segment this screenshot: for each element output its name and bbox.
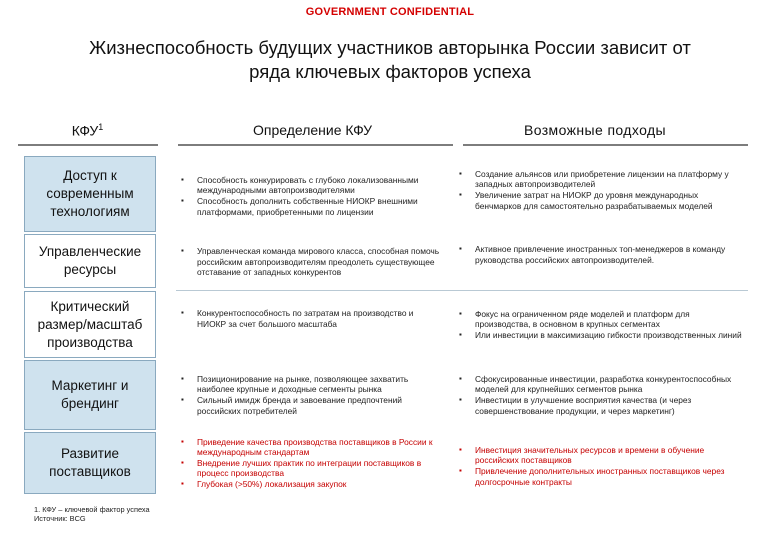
definition-3-item-1: ▪ Конкурентоспособность по затратам на производство и НИОКР за счет большого масштаба: [180, 308, 440, 329]
title-line-2: ряда ключевых факторов успеха: [249, 61, 531, 82]
definition-cell-1: [180, 160, 440, 232]
definition-cell-5: [180, 433, 440, 493]
slide-title: [40, 36, 740, 84]
kfu-box-5: [24, 432, 156, 494]
header-kfu-label: КФУ: [71, 122, 99, 139]
kfu-4-line-2: брендинг: [60, 396, 119, 411]
kfu-box-2: [24, 234, 156, 288]
header-definition: Определение КФУ: [253, 122, 372, 138]
approaches-3-item-1: ▪ Фокус на ограниченном ряде моделей и платформ для производства, в основном в крупных сегментах: [458, 309, 743, 330]
kfu-2-line-2: ресурсы: [63, 262, 117, 277]
definition-4-item-2: ▪ Сильный имидж бренда и завоевание предпочтений российских потребителей: [180, 395, 440, 416]
kfu-box-1: [24, 156, 156, 232]
kfu-box-3: [24, 291, 156, 358]
kfu-1-line-2: современным: [46, 186, 134, 201]
header-underline-definition: [178, 144, 453, 146]
approaches-cell-1: [458, 160, 743, 220]
definition-cell-3: [180, 291, 440, 347]
header-approaches: Возможные подходы: [523, 122, 667, 138]
header-kfu: [30, 122, 145, 139]
kfu-3-line-1: Критический: [50, 298, 130, 314]
title-line-1: Жизнеспособность будущих участников авторынка России зависит от: [89, 37, 691, 58]
definition-1-item-1: ▪ Способность конкурировать с глубоко локализованными международными автопроизводителями: [180, 175, 440, 196]
definition-5-item-2: ▪ Внедрение лучших практик по интеграции поставщиков в процесс производства: [180, 458, 440, 479]
footnote-source: Источник: BCG: [34, 514, 86, 523]
approaches-2-item-1: ▪ Активное привлечение иностранных топ-менеджеров в команду руководства российских автопроизводителей.: [458, 244, 743, 265]
definition-cell-4: [180, 362, 440, 428]
approaches-3-item-2: ▪ Или инвестиции в максимизацию гибкости производственных линий: [458, 330, 743, 341]
footnote: [34, 505, 150, 523]
header-kfu-footnote-mark: 1: [98, 122, 104, 132]
definition-5-item-1: ▪ Приведение качества производства поставщиков в России к международным стандартам: [180, 437, 440, 458]
approaches-cell-3: [458, 291, 743, 358]
approaches-4-item-1: ▪ Сфокусированные инвестиции, разработка конкурентоспособных моделей для крупнейших сегментов рынка: [458, 374, 743, 395]
approaches-cell-4: [458, 362, 743, 428]
definition-cell-2: [180, 236, 440, 288]
kfu-5-line-2: поставщиков: [49, 464, 131, 479]
approaches-1-item-2: ▪ Увеличение затрат на НИОКР до уровня международных бенчмарков для самостоятельно разрабатываемых моделей: [458, 190, 743, 211]
definition-5-item-3: ▪ Глубокая (>50%) локализация закупок: [180, 479, 440, 490]
approaches-4-item-2: ▪ Инвестиции в улучшение восприятия качества (и через совершенствование продукции, и через маркетинг): [458, 395, 743, 416]
definition-2-item-1: ▪ Управленческая команда мирового класса, способная помочь российским автопроизводителям преодолеть существующее отставание от западных конкурентов: [180, 246, 440, 278]
confidential-label: GOVERNMENT CONFIDENTIAL: [305, 6, 475, 18]
footnote-definition: 1. КФУ – ключевой фактор успеха: [34, 505, 150, 514]
kfu-3-line-3: производства: [47, 334, 133, 350]
approaches-5-item-2: ▪ Привлечение дополнительных иностранных поставщиков через долгосрочные контракты: [458, 466, 743, 487]
kfu-1-line-1: Доступ к: [63, 168, 117, 183]
approaches-cell-5: [458, 440, 743, 492]
kfu-1-line-3: технологиям: [50, 204, 130, 219]
approaches-1-item-1: ▪ Создание альянсов или приобретение лицензии на платформу у западных автопроизводителей: [458, 169, 743, 190]
header-underline-kfu: [18, 144, 158, 146]
definition-1-item-2: ▪ Способность дополнить собственные НИОКР внешними платформами, приобретенными по лицензии: [180, 196, 440, 217]
approaches-5-item-1: ▪ Инвестиция значительных ресурсов и времени в обучение российских поставщиков: [458, 445, 743, 466]
kfu-3-line-2: размер/масштаб: [37, 316, 143, 332]
kfu-4-line-1: Маркетинг и: [51, 378, 129, 393]
definition-4-item-1: ▪ Позиционирование на рынке, позволяющее захватить наиболее крупные и доходные сегменты рынка: [180, 374, 440, 395]
kfu-box-4: [24, 360, 156, 430]
kfu-5-line-1: Развитие: [60, 446, 120, 461]
kfu-2-line-1: Управленческие: [38, 244, 142, 259]
header-underline-approaches: [463, 144, 748, 146]
approaches-cell-2: [458, 236, 743, 274]
